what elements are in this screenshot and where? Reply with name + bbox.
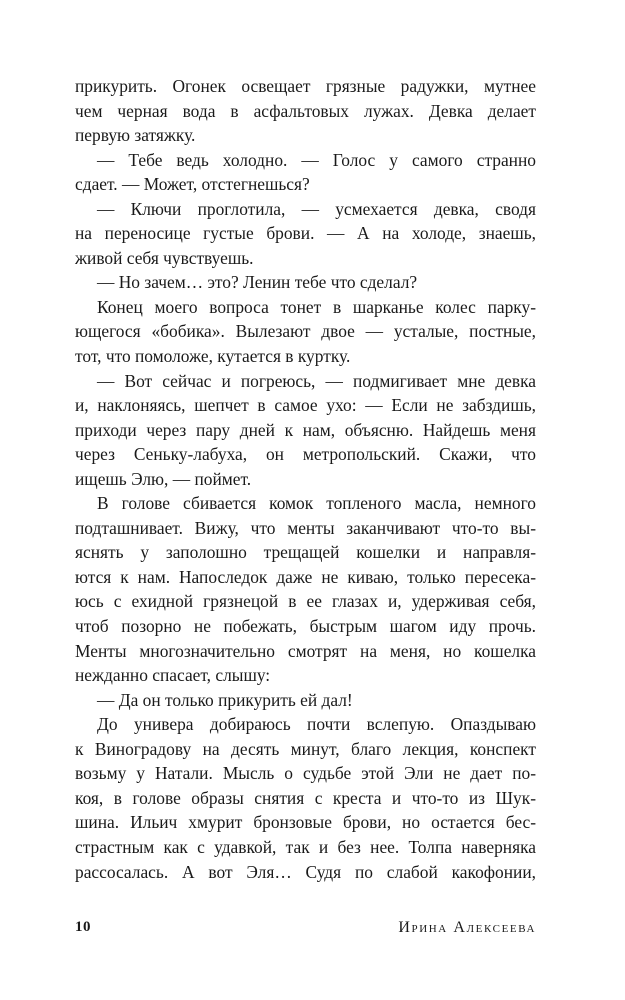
- text-line: и, наклоняясь, шепчет в самое ухо: — Если не забздишь,: [75, 395, 536, 416]
- text-line: В голове сбивается комок топленого масла, немного: [97, 493, 536, 514]
- text-line: живой себя чувствуешь.: [75, 247, 254, 268]
- text-line: подташнивает. Вижу, что менты заканчивают что-то вы-: [75, 517, 536, 538]
- text-line: ются к нам. Напоследок даже не киваю, только пересека-: [75, 566, 536, 587]
- text-line: ющегося «бобика». Вылезают двое — усталые, постные,: [75, 321, 536, 342]
- text-line: До универа добираюсь почти вслепую. Опаздываю: [97, 714, 536, 735]
- text-line: — Тебе ведь холодно. — Голос у самого странно: [97, 149, 536, 170]
- text-line: прикурить. Огонек освещает грязные радужки, мутнее: [75, 76, 536, 96]
- page-number: 10: [75, 919, 91, 935]
- text-line: чтоб позорно не побежать, быстрым шагом иду прочь.: [75, 616, 536, 637]
- text-line: через Сеньку-лабуха, он метропольский. Скажи, что: [75, 444, 536, 465]
- text-line: ищешь Элю, — поймет.: [75, 468, 252, 489]
- page-body: [75, 74, 536, 884]
- text-line: чем черная вода в асфальтовых лужах. Девка делает: [75, 100, 536, 121]
- text-line: — Но зачем… это? Ленин тебе что сделал?: [97, 272, 418, 293]
- text-line: возьму у Натали. Мысль о судьбе этой Эли не дает по-: [75, 763, 536, 784]
- page-footer: [75, 919, 536, 943]
- text-line: нежданно спасает, слышу:: [75, 665, 271, 686]
- text-line: рассосалась. А вот Эля… Судя по слабой какофонии,: [75, 861, 536, 882]
- text-line: — Да он только прикурить ей дал!: [97, 689, 353, 710]
- text-line: первую затяжку.: [75, 125, 196, 146]
- running-head-author: Ирина Алексеева: [398, 919, 536, 936]
- text-line: Конец моего вопроса тонет в шарканье колес парку-: [97, 296, 536, 317]
- text-line: — Ключи проглотила, — усмехается девка, сводя: [97, 198, 536, 219]
- text-line: юсь с ехидной грязнецой в ее глазах и, удерживая себя,: [75, 591, 536, 612]
- text-line: тот, что помоложе, кутается в куртку.: [75, 346, 351, 367]
- text-line: Менты многозначительно смотрят на меня, но кошелка: [75, 640, 536, 661]
- text-line: к Виноградову на десять минут, благо лекция, конспект: [75, 738, 536, 759]
- text-line: яснять у заполошно трещащей кошелки и направля-: [75, 542, 536, 563]
- text-line: шина. Ильич хмурит бронзовые брови, но остается бес-: [75, 812, 536, 833]
- text-line: приходи через пару дней к нам, объясню. Найдешь меня: [75, 419, 536, 440]
- text-line: страстным как с удавкой, так и без нее. Толпа наверняка: [75, 836, 536, 857]
- text-line: сдает. — Может, отстегнешься?: [75, 174, 310, 195]
- text-line: на переносице густые брови. — А на холоде, знаешь,: [75, 223, 536, 244]
- text-line: коя, в голове образы снятия с креста и что-то из Шук-: [75, 787, 536, 808]
- text-line: — Вот сейчас и погреюсь, — подмигивает мне девка: [97, 370, 536, 391]
